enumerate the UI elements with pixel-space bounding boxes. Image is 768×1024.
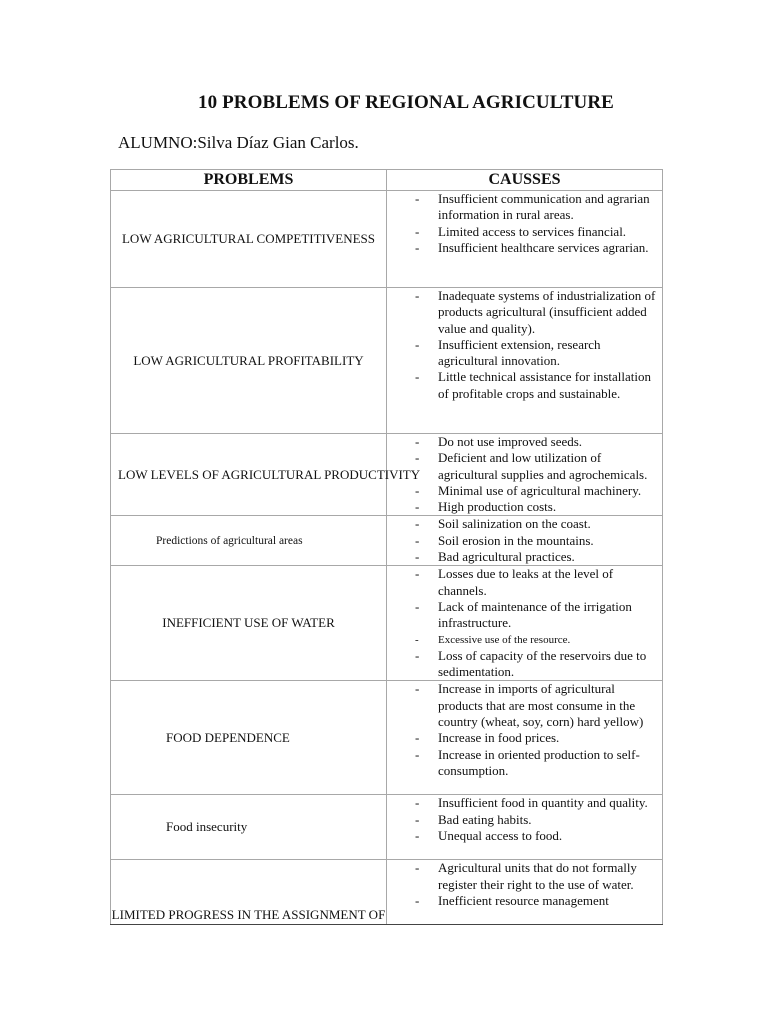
cause-item: - Excessive use of the resource. — [387, 632, 662, 648]
cause-item: - Bad agricultural practices. — [387, 549, 662, 565]
problem-cell — [111, 681, 387, 795]
causes-cell — [387, 516, 663, 566]
causes-cell — [387, 795, 663, 860]
cause-item: - High production costs. — [387, 499, 662, 515]
cause-item: - Increase in imports of agricultural products that are most consume in the country (wheat, soy, corn) hard yellow) — [387, 681, 662, 730]
causes-cell — [387, 566, 663, 681]
cause-item: - Soil erosion in the mountains. — [387, 533, 662, 549]
causes-list — [387, 288, 662, 402]
problem-label: FOOD DEPENDENCE — [166, 729, 290, 745]
causes-list — [387, 681, 662, 779]
problem-label: INEFFICIENT USE OF WATER — [162, 615, 335, 631]
problem-cell — [111, 288, 387, 434]
problem-label: LOW AGRICULTURAL COMPETITIVENESS — [121, 231, 376, 246]
cause-item: - Insufficient food in quantity and quality. — [387, 795, 662, 811]
table-row — [111, 795, 663, 860]
table-row — [111, 288, 663, 434]
problem-label: LOW AGRICULTURAL PROFITABILITY — [133, 352, 364, 368]
causes-list — [387, 860, 662, 909]
cause-item: - Limited access to services financial. — [387, 224, 662, 240]
cause-item: - Soil salinization on the coast. — [387, 516, 662, 532]
problem-cell — [111, 516, 387, 566]
cause-item: - Inadequate systems of industrialization of products agricultural (insufficient added value and quality). — [387, 288, 662, 337]
causes-cell — [387, 860, 663, 925]
problem-cell — [111, 566, 387, 681]
table-row — [111, 566, 663, 681]
cause-item: - Minimal use of agricultural machinery. — [387, 483, 662, 499]
cause-item: - Unequal access to food. — [387, 828, 662, 844]
causes-list — [387, 434, 662, 515]
column-header-problems: PROBLEMS — [111, 170, 387, 191]
problem-cell — [111, 860, 387, 925]
causes-list — [387, 795, 662, 844]
cause-item: - Lack of maintenance of the irrigation infrastructure. — [387, 599, 662, 632]
cause-item: - Agricultural units that do not formally register their right to the use of water. — [387, 860, 662, 893]
causes-cell — [387, 681, 663, 795]
table-row — [111, 191, 663, 288]
cause-item: - Insufficient healthcare services agrarian. — [387, 240, 662, 256]
cause-item: - Losses due to leaks at the level of channels. — [387, 566, 662, 599]
cause-item: - Bad eating habits. — [387, 812, 662, 828]
table-row — [111, 516, 663, 566]
table-row — [111, 681, 663, 795]
cause-item: - Inefficient resource management — [387, 893, 662, 909]
cause-item: - Deficient and low utilization of agricultural supplies and agrochemicals. — [387, 450, 662, 483]
problems-table — [110, 169, 663, 925]
problem-cell — [111, 434, 421, 516]
cause-item: - Do not use improved seeds. — [387, 434, 662, 450]
column-header-causes: CAUSSES — [387, 170, 663, 191]
problem-cell — [111, 795, 387, 860]
problem-cell — [111, 191, 387, 288]
table-row — [111, 860, 663, 925]
cause-item: - Little technical assistance for installation of profitable crops and sustainable. — [387, 369, 662, 402]
problem-label: Predictions of agricultural areas — [156, 534, 303, 547]
problem-label: LOW LEVELS OF AGRICULTURAL PRODUCTIVITY — [118, 466, 421, 482]
cause-item: - Insufficient communication and agrarian information in rural areas. — [387, 191, 662, 224]
table-header-row — [111, 170, 663, 191]
student-name: ALUMNO:Silva Díaz Gian Carlos. — [118, 133, 359, 152]
cause-item: - Increase in oriented production to self-consumption. — [387, 747, 662, 780]
causes-list — [387, 191, 662, 256]
causes-list — [387, 516, 662, 565]
cause-item: - Loss of capacity of the reservoirs due to sedimentation. — [387, 648, 662, 681]
page-title: 10 PROBLEMS OF REGIONAL AGRICULTURE — [198, 92, 614, 113]
problem-label: Food insecurity — [166, 819, 248, 835]
cause-item: - Insufficient extension, research agricultural innovation. — [387, 337, 662, 370]
cause-item: - Increase in food prices. — [387, 730, 662, 746]
table-row — [111, 434, 663, 516]
causes-cell — [387, 288, 663, 434]
causes-cell — [387, 434, 663, 516]
causes-list — [387, 566, 662, 680]
problem-label: LIMITED PROGRESS IN THE ASSIGNMENT OF — [111, 907, 386, 923]
causes-cell — [387, 191, 663, 288]
